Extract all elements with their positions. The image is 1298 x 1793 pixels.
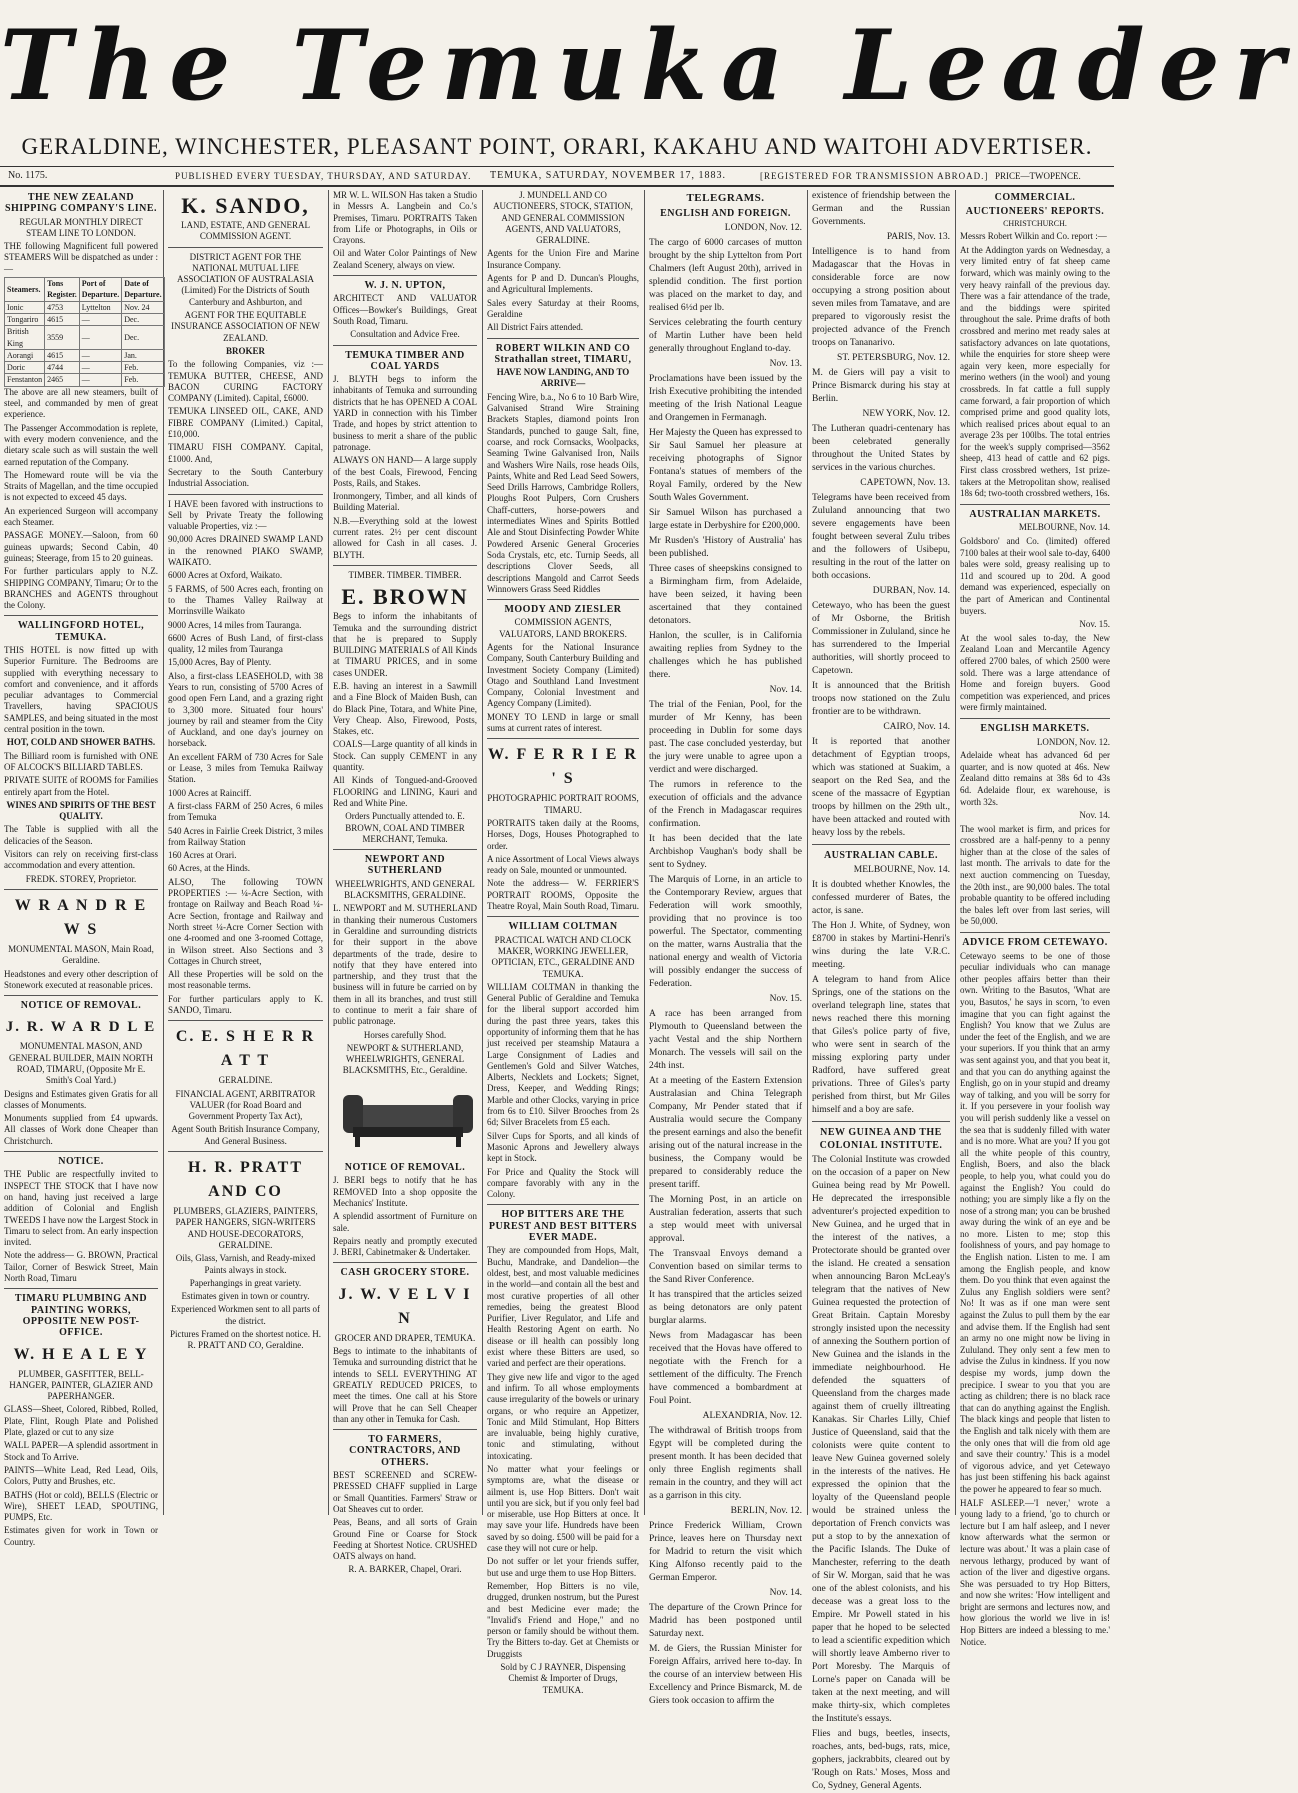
ad-text: Fencing Wire, b.a., No 6 to 10 Barb Wire, Galvanised Strand Wire Straining Brackets Staples, diamond points Iron Standards, punched to gauge Salt, fine, coarse, and rock Cornsacks, Woolpacks, Seaming Twine Galvanised Iron, Nails and Washers Wire Nails, rose heads Oils, Paints, White and Red Lead Seed Sowers, Seed Drills Harrows, Cambridge Rollers, Ploughs Root Pulpers, Corn Crushers Chaff-cutters, horse-powers and intermediates Wines and Spirits Bottled Ale and Stout Disinfecting Powder White Powdered Arsenic General Groceries Soda Crystals, etc, etc. Turnip Seeds, all descriptions Clover Seeds, all descriptions Mangold and Carrot Seeds Winnowers Grass Seed Riddles: [487, 391, 639, 594]
article-paragraph: Services celebrating the fourth century of Martin Luther have been held generally throughout England to-day.: [649, 318, 802, 354]
australian-cable-heading: AUSTRALIAN CABLE.: [823, 850, 939, 861]
article-paragraph: It is doubted whether Knowles, the confessed murderer of Bates, the actor, is sane.: [812, 880, 950, 916]
ad-text: An experienced Surgeon will accompany each Steamer.: [4, 505, 158, 528]
cetewayo-heading: ADVICE FROM CETEWAYO.: [962, 937, 1108, 949]
ad-text: The Homeward route will be via the Straits of Magellan, and the time occupied is not expected to exceed 45 days.: [4, 469, 158, 503]
article-paragraph: Telegrams have been received from Zululand announcing that two severe engagements have been fought between several Zulu tribes and the followers of Usibepu, resulting in the rout of the latter on both occasions.: [812, 493, 950, 581]
ad-text: The above are all new steamers, built of steel, and commanded by men of great experience.: [4, 386, 158, 420]
hotel-heading: WALLINGFORD HOTEL, TEMUKA.: [17, 620, 145, 643]
dateline-entry: NEW YORK, Nov. 12.: [862, 409, 950, 419]
table-cell: Tongariro: [5, 313, 45, 325]
ad-text: WILLIAM COLTMAN in thanking the General Public of Geraldine and Temuka for the liberal support accorded him during the past three years, takes this opportunity of informing them that he has just received per steamship Mataura a Large Consignment of Ladies and Gentlemen's Gold and Silver Watches, Alberts, Necklets and Lockets; Signet, Dress, Keeper, and Wedding Rings; Marble and other Clocks, varying in price from 6s to £10. Silver Brooches from 2s 6d; Silver Bracelets from £5 each.: [487, 981, 639, 1128]
dateline: [0, 166, 1114, 187]
ad-text: 160 Acres at Orari.: [168, 850, 237, 861]
ad-text: I HAVE been favored with instructions to Sell by Private Treaty the following valuable Properties, viz :—: [168, 498, 323, 532]
ad-text: GROCER AND DRAPER, TEMUKA.: [334, 1332, 476, 1343]
ad-text: GLASS—Sheet, Colored, Ribbed, Rolled, Plate, Flint, Rough Plate and Polished Plate, glazed or cut to any size: [4, 1404, 158, 1438]
ferrier-heading: W. F E R R I E R ' S: [488, 746, 638, 788]
ad-text: ARCHITECT AND VALUATOR Offices—Bowker's Buildings, Great South Road, Timaru.: [333, 293, 477, 326]
table-header: Tons Register.: [45, 278, 80, 302]
dateline-entry: Nov. 14.: [1079, 810, 1110, 821]
article-paragraph: M. de Giers will pay a visit to Prince Bismarck during his stay at Berlin.: [812, 368, 950, 404]
ad-signature: FREDK. STOREY, Proprietor.: [25, 873, 137, 884]
article-paragraph: Mr Rusden's 'History of Australia' has been published.: [649, 536, 802, 559]
table-cell: —: [79, 362, 121, 374]
ad-text: MR W. L. WILSON Has taken a Studio in Messrs A. Langbein and Co.'s Premises, Timaru. PORTRAITS Taken from Life or Photographs, in Oils or Crayons.: [333, 190, 477, 246]
article-paragraph: The wool market is firm, and prices for crossbred are a half-penny to a penny higher than at the close of the sales of last month. The arrivals to date for the next auction commencing on Tuesday, the 20th inst., are 90,000 bales. The total probable quantity to be offered including the bales left over from last series, will be 50,000.: [960, 823, 1110, 927]
notice-heading: NOTICE.: [58, 1156, 104, 1168]
ad-text: Remember, Hop Bitters is no vile, drugged, drunken nostrum, but the Purest and best Medicine ever made; the "Invalid's Friend and Hope," and no person or family should be without them. Try the Bitters to-day. Get at Chemists or Druggists: [487, 1580, 639, 1659]
column-rule: [955, 190, 956, 1515]
column-2: [168, 190, 323, 1515]
dateline-entry: MELBOURNE, Nov. 14.: [853, 865, 950, 875]
article-paragraph: The Marquis of Lorne, in an article to the Contemporary Review, argues that Federation will work smoothly, providing that no province is too powerful. The Spectator, commenting on the matter, warns Australia that the national energy and wealth of Victoria will possibly endanger the success of Federation.: [649, 875, 802, 989]
dateline-entry: LONDON, Nov. 12.: [1036, 736, 1110, 747]
table-header: Port of Departure.: [79, 278, 121, 302]
blyth-heading: TEMUKA TIMBER AND COAL YARDS: [345, 349, 465, 372]
ad-text: J. MUNDELL AND CO AUCTIONEERS, STOCK, STATION, AND GENERAL COMMISSION AGENTS, AND VALUATORS, GERALDINE.: [493, 190, 633, 246]
ad-text: THIS HOTEL is now fitted up with Superior Furniture. The Bedrooms are supplied with everything necessary to comfort and convenience, and it affords peculiar advantages to Commercial Travellers, having SPACIOUS SAMPLES, and being situated in the most central position in the town.: [4, 644, 158, 735]
table-row: [5, 362, 165, 374]
table-row: [5, 313, 165, 325]
ad-text: COMMISSION AGENTS, VALUATORS, LAND BROKERS.: [499, 617, 627, 639]
ad-text: NEWPORT & SUTHERLAND, WHEELWRIGHTS, GENERAL BLACKSMITHS, Etc., Geraldine.: [342, 1042, 468, 1076]
ad-text: MONUMENTAL MASON, AND GENERAL BUILDER, MAIN NORTH ROAD, TIMARU, (Opposite Mr E. Smith's Coal Yard.): [8, 1041, 154, 1086]
article-paragraph: Three cases of sheepskins consigned to a Birmingham firm, from Adelaide, have been seized, it having been ascertained that they contained detonators.: [649, 564, 802, 626]
table-cell: —: [79, 374, 121, 386]
dateline-entry: LONDON, Nov. 12.: [724, 223, 802, 233]
shipping-subheading: REGULAR MONTHLY DIRECT STEAM LINE TO LONDON.: [19, 216, 143, 238]
moody-heading: MOODY AND ZIESLER: [504, 604, 622, 616]
column-rule: [163, 190, 164, 1515]
beri-removal-heading: NOTICE OF REMOVAL.: [344, 1162, 466, 1174]
ad-text: ALSO, The following TOWN PROPERTIES :— ¼-Acre Section, with frontage on Railway and Beach Road ¼-Acre Section, frontage and Railway and North street ¼-Acre Corner Section with one 4-roomed and one 3-roomed Cottage, in Wilson street. Also Sections and 3 Cottages in Church street,: [168, 876, 323, 966]
mason-heading: W R A N D R E W S: [14, 896, 148, 938]
ad-text: A nice Assortment of Local Views always ready on Sale, mounted or unmounted.: [487, 853, 639, 876]
ad-text: Peas, Beans, and all sorts of Grain Ground Fine or Coarse for Stock Feeding at Shortest Notice. CRUSHED OATS always on hand.: [333, 1517, 477, 1562]
australian-markets-heading: AUSTRALIAN MARKETS.: [969, 508, 1101, 520]
ad-text: Note the address— W. FERRIER'S PORTRAIT ROOMS, Opposite the Theatre Royal, Main South Road, Timaru.: [487, 878, 639, 912]
grocery-heading: CASH GROCERY STORE.: [340, 1267, 470, 1279]
ad-text: J. BLYTH begs to inform the inhabitants of Temuka and surrounding districts that he has OPENED A COAL YARD in connection with his Timber Trade, and hopes by strict attention to business to merit a share of the public patronage.: [333, 374, 477, 452]
article-paragraph: Intelligence is to hand from Madagascar that the Hovas in considerable force are now occupying a strong position about seven miles from Tamatave, and are prepared to vigorously resist the projected advance of the French troops on Tananarivo.: [812, 247, 950, 348]
ad-text: WHEELWRIGHTS, AND GENERAL BLACKSMITHS, GERALDINE.: [335, 878, 475, 901]
dateline-entry: DURBAN, Nov. 14.: [872, 586, 950, 596]
ad-text: ALWAYS ON HAND— A large supply of the best Coals, Firewood, Fencing Posts, Rails, and Stakes.: [333, 455, 477, 488]
article-paragraph: The Lutheran quadri-centenary has been celebrated generally throughout the United States by services in the various churches.: [812, 424, 950, 473]
ad-text: Agent South British Insurance Company, And General Business.: [171, 1124, 320, 1146]
ad-text: All these Properties will be sold on the most reasonable terms.: [168, 969, 323, 991]
brown-heading: E. BROWN: [341, 584, 469, 610]
article-paragraph: Adelaide wheat has advanced 6d per quarter, and is now quoted at 46s. New Zealand ditto remains at 38s 6d to 43s 6d. Adelaide flour, ex warehouse, is worth 32s.: [960, 750, 1110, 807]
ad-text: 90,000 Acres DRAINED SWAMP LAND in the renowned PIAKO SWAMP, WAIKATO.: [168, 534, 323, 568]
divider: [333, 1429, 477, 1430]
divider: [4, 889, 158, 890]
ad-text: Estimates given in town or country.: [181, 1291, 310, 1302]
table-cell: 4744: [45, 362, 80, 374]
divider: [487, 738, 639, 739]
ad-text: MONEY TO LEND in large or small sums at current rates of interest.: [487, 711, 639, 734]
ad-text: No matter what your feelings or symptoms are, what the disease or ailment is, use Hop Bitters. Don't wait until you are sick, but if you only feel bad or miserable, use Hop Bitters at once. It may save your life. Hundreds have been saved by so doing. £500 will be paid for a case they will not cure or help.: [487, 1463, 639, 1554]
dateline-entry: Nov. 15.: [769, 994, 802, 1004]
ad-text: HOT, COLD AND SHOWER BATHS.: [6, 737, 156, 748]
table-cell: Dec.: [122, 313, 164, 325]
table-cell: Nov. 24: [122, 301, 164, 313]
table-cell: Dec.: [122, 326, 164, 350]
dateline-entry: Nov. 15.: [1079, 619, 1110, 630]
ad-text: Begs to intimate to the inhabitants of Temuka and surrounding district that he intends to SELL EVERYTHING AT GREATLY REDUCED PRICES, to meet the times. One call at his Store will Prove that he can Sell Cheaper than any other in Temuka for Cash.: [333, 1346, 477, 1424]
issue-number: No. 1175.: [8, 170, 48, 181]
article-paragraph: Goldsboro' and Co. (limited) offered 7100 bales at their wool sale to-day, 6400 bales were sold, greasy realising up to 11d and scoured up to 20d. A good demand was experienced, especially on the part of American and Continental buyers.: [960, 536, 1110, 616]
article-paragraph: It has transpired that the articles seized as being detonators are only patent burglar alarms.: [649, 1290, 802, 1326]
divider: [333, 849, 477, 850]
table-cell: Ionic: [5, 301, 45, 313]
column-rule: [328, 190, 329, 1515]
table-cell: 4615: [45, 349, 80, 361]
divider: [4, 615, 158, 616]
ad-text: WALL PAPER—A splendid assortment in Stock and To Arrive.: [4, 1440, 158, 1462]
ad-text: GERALDINE.: [218, 1075, 273, 1086]
article-paragraph: M. de Giers, the Russian Minister for Foreign Affairs, arrived here to-day. In the course of an interview between His Excellency and Prince Bismarck, M. de Giers took occasion to affirm the: [649, 1644, 802, 1706]
ad-text: An excellent FARM of 730 Acres for Sale or Lease, 3 miles from Temuka Railway Station.: [168, 751, 323, 785]
dateline-entry: MELBOURNE, Nov. 14.: [1018, 522, 1110, 533]
telegrams-subheading: ENGLISH AND FOREIGN.: [660, 208, 791, 219]
shipping-intro: THE following Magnificent full powered STEAMERS Will be dispatched as under :—: [4, 241, 158, 274]
divider: [333, 275, 477, 276]
ad-text: TEMUKA LINSEED OIL, CAKE, AND FIBRE COMPANY (Limited.) Capital, £10,000.: [168, 406, 323, 440]
divider: [168, 1151, 323, 1152]
publication-days: PUBLISHED EVERY TUESDAY, THURSDAY, AND SATURDAY.: [175, 171, 472, 181]
ad-text: Note the address— G. BROWN, Practical Tailor, Corner of Beswick Street, Main North Road, Timaru: [4, 1250, 158, 1284]
ad-text: Do not suffer or let your friends suffer, but use and urge them to use Hop Bitters.: [487, 1556, 639, 1578]
column-3: [333, 190, 477, 1575]
column-1: [4, 190, 162, 1547]
ad-text: Also, a first-class LEASEHOLD, with 38 Years to run, consisting of 5700 Acres of good open Fern Land, and a grazing right to 3,300 more. Situated four hours' journey by rail and steamer from the City of Auckland, and one day's journey on horseback.: [168, 670, 323, 749]
upton-heading: W. J. N. UPTON,: [364, 280, 446, 292]
ad-text: A splendid assortment of Furniture on sale.: [333, 1211, 477, 1233]
ad-text: A first-class FARM of 250 Acres, 6 miles from Temuka: [168, 800, 323, 823]
article-paragraph: The withdrawal of British troops from Egypt will be completed during the present month. It has been decided that only three English regiments shall remain in the country, and they will act as a garrison in this city.: [649, 1426, 802, 1501]
table-cell: Jan.: [122, 349, 164, 361]
sando-heading: K. SANDO,: [181, 193, 310, 218]
divider: [960, 718, 1110, 719]
ad-text: PRACTICAL WATCH AND CLOCK MAKER, WORKING JEWELLER, OPTICIAN, ETC., GERALDINE AND TEMUKA.: [491, 934, 635, 979]
wilkin-heading: ROBERT WILKIN AND CO Strathallan street, TIMARU,: [494, 342, 632, 365]
divider: [4, 995, 158, 996]
velvin-heading: J. W. V E L V I N: [338, 1285, 472, 1327]
ad-text: Silver Cups for Sports, and all kinds of Masonic Aprons and Jewellery always kept in Stock.: [487, 1130, 639, 1164]
dateline-entry: ST. PETERSBURG, Nov. 12.: [837, 353, 950, 363]
column-7: [960, 190, 1110, 1647]
ad-text: The Billiard room is furnished with ONE OF ALCOCK'S BILLIARD TABLES.: [4, 750, 158, 772]
article-paragraph: Flies and bugs, beetles, insects, roaches, ants, bed-bugs, rats, mice, gophers, jackrabbits, cleared out by 'Rough on Rats.' Moses, Moss and Co, Sydney, General Agents.: [812, 1729, 950, 1791]
ad-text: 60 Acres, at the Hinds.: [168, 863, 250, 874]
article-paragraph: The trial of the Fenian, Pool, for the murder of Mr Kenny, has been proceeding in Dublin for some days past. The case concluded yesterday, but the jury were unable to agree upon a verdict and were discharged.: [649, 700, 802, 775]
ad-text: BEST SCREENED and SCREW-PRESSED CHAFF supplied in Large or Small Quantities. Farmers' Straw or Oat Sheaves cut to order.: [333, 1470, 477, 1514]
ad-text: Experienced Workmen sent to all parts of the district.: [170, 1304, 321, 1326]
ad-text: Paperhangings in great variety.: [189, 1277, 302, 1288]
column-rule: [644, 190, 645, 1515]
ad-text: PHOTOGRAPHIC PORTRAIT ROOMS, TIMARU.: [487, 793, 639, 815]
article-paragraph: Hanlon, the sculler, is in California awaiting replies from Sydney to the challenges which he has published there.: [649, 631, 802, 680]
column-rule: [807, 190, 808, 1515]
table-header-row: [5, 278, 165, 302]
article-paragraph: Proclamations have been issued by the Irish Executive prohibiting the intended meeting of the Irish National League and Orangemen in Fermanagh.: [649, 374, 802, 423]
ad-text: All District Fairs attended.: [487, 322, 583, 333]
divider: [960, 932, 1110, 933]
article-paragraph: Sir Samuel Wilson has purchased a large estate in Derbyshire for £200,000.: [649, 508, 802, 531]
divider: [168, 494, 323, 495]
ad-text: For further particulars apply to N.Z. SHIPPING COMPANY, Timaru; Or to the BRANCHES and AGENTS throughout the Colony.: [4, 566, 158, 611]
column-rule: [482, 190, 483, 1515]
article-paragraph: The Colonial Institute was crowded on the occasion of a paper on New Guinea being read by Mr Powell. He deprecated the irresponsible adventurer's projected expedition to New Guinea, and he urged that in the interest of the natives, a Protectorate should be granted over the island. He created a sensation when announcing Baron McLeay's telegram that the natives of New Guinea requested the protection of Great Britain. Captain Moresby strongly insisted upon the necessity of annexing the Southern portion of New Guinea and the islands in the immediate neighbourhood. He defended the squatters of Queensland from the charges made against them of cruelly illtreating Kanakas. Sir Charles Lilly, Chief Justice of Queensland, said that the colonists were quite content to leave New Guinea governed solely in the interests of the natives. He expressed the opinion that the loyalty of the Queensland people would be strained unless the deportation of French convicts was put a stop to by the annexation of the Pacific Islands. The Duke of Manchester, referring to the death of Sir W. Morgan, said that he was one of the ablest colonists, and his decease was a great loss to the Empire. Mr Powell stated in his paper that he hoped to be selected to lead a scientific expedition which will shortly leave Amberno river to Port Moresby. The Marquis of Lorne's paper on Canada will be taken at the next meeting, and will make thirty-six, which completes the Institute's essays.: [812, 1155, 950, 1724]
telegrams-heading: TELEGRAMS.: [686, 192, 765, 204]
table-cell: Doric: [5, 362, 45, 374]
divider: [333, 345, 477, 346]
ad-text: LAND, ESTATE, AND GENERAL COMMISSION AGENT.: [180, 220, 311, 242]
dateline-entry: Nov. 13.: [769, 359, 802, 369]
article-paragraph: News from Madagascar has been received that the Hovas have offered to negotiate with the French for a settlement of the difficulty. The French have commenced a bombardment at Foul Point.: [649, 1331, 802, 1406]
shipping-heading: THE NEW ZEALAND SHIPPING COMPANY'S LINE.: [4, 192, 158, 215]
ad-text: TIMBER. TIMBER. TIMBER.: [348, 569, 462, 580]
dateline-entry: CAPETOWN, Nov. 13.: [860, 478, 950, 488]
farmers-heading: TO FARMERS, CONTRACTORS, AND OTHERS.: [349, 1434, 461, 1468]
ad-text: Consultation and Advice Free.: [350, 329, 460, 340]
divider: [168, 1020, 323, 1021]
table-cell: 4753: [45, 301, 80, 313]
dateline-entry: BERLIN, Nov. 12.: [730, 1506, 802, 1516]
ad-text: Horses carefully Shod.: [363, 1029, 447, 1040]
ad-text: Secretary to the South Canterbury Industrial Association.: [168, 466, 323, 489]
ad-text: TIMARU FISH COMPANY. Capital, £1000. And,: [168, 442, 323, 464]
article-paragraph: A race has been arranged from Plymouth to Queensland between the yacht Vestal and the ship Northern Monarch. The vessels will sail on the 24th inst.: [649, 1009, 802, 1071]
issue-date: TEMUKA, SATURDAY, NOVEMBER 17, 1883.: [490, 170, 727, 181]
masthead: [0, 6, 1298, 131]
table-cell: Aorangi: [5, 349, 45, 361]
table-cell: Feb.: [122, 362, 164, 374]
table-cell: 3559: [45, 326, 80, 350]
ad-text: PORTRAITS taken daily at the Rooms, Horses, Dogs, Houses Photographed to order.: [487, 817, 639, 851]
article-paragraph: At the wool sales to-day, the New Zealand Loan and Mercantile Agency offered 2700 bales, of which 2500 were sold. There was a large attendance of Home and foreign buyers. Good competition was experienced, and prices were firmly maintained.: [960, 632, 1110, 713]
plumbing-heading: TIMARU PLUMBING AND PAINTING WORKS, OPPOSITE NEW POST-OFFICE.: [14, 1293, 148, 1339]
article-paragraph: Her Majesty the Queen has expressed to Sir Saul Samuel her pleasure at receiving photographs of Signor Fontana's statues of members of the Royal Family, ordered by the New South Wales Government.: [649, 428, 803, 503]
ad-text: Begs to inform the inhabitants of Temuka and the surrounding district that he is prepared to Supply BUILDING MATERIALS of All Kinds at TIMARU PRICES, and in some cases UNDER.: [333, 611, 477, 678]
ad-text: L. NEWPORT and M. SUTHERLAND in thanking their numerous Customers in Geraldine and surrounding districts for their support in the above departments of the trade, desire to notify that they have entered into partnership, and they trust that the business will in future be carried on by them in all its branches, and trust still to continue to merit a fair share of public patronage.: [333, 903, 477, 1027]
ad-text: Visitors can rely on receiving first-class accommodation and every attention.: [4, 849, 158, 871]
article-paragraph: existence of friendship between the German and the Russian Governments.: [812, 191, 950, 227]
article-paragraph: Prince Frederick William, Crown Prince, leaves here on Thursday next for Madrid to return the visit which King Alfonso recently paid to the German Emperor.: [649, 1521, 802, 1583]
article-paragraph: The departure of the Crown Prince for Madrid has been postponed until Saturday next.: [649, 1603, 802, 1639]
ad-text: DISTRICT AGENT FOR THE NATIONAL MUTUAL LIFE ASSOCIATION OF AUSTRALASIA (Limited) For the Districts of South Canterbury and Ashburton, and: [176, 251, 315, 307]
divider: [168, 247, 323, 248]
divider: [333, 565, 477, 566]
ad-text: PASSAGE MONEY.—Saloon, from 60 guineas upwards; Second Cabin, 40 guineas; Steerage, from 15 to 20 guineas.: [4, 530, 158, 563]
divider: [487, 338, 639, 339]
ad-text: BROKER: [225, 345, 265, 356]
auctioneers-heading: AUCTIONEERS' REPORTS.: [965, 205, 1105, 217]
ad-text: Agents for the National Insurance Company, South Canterbury Building and Investment Society Company (Limited) Otago and Southland Land Investment Company, Colonial Investment and Agency Company (Limited).: [487, 641, 639, 709]
article-paragraph: Cetewayo seems to be one of those peculiar individuals who can manage other peoples affairs better than their own. Writing to the Basutos, 'What are you, Basutos,' he says in scorn, 'to even imagine that you can fight against the English? You know that we Zulus are under the feet of the English, and we are your superiors. If you think that an army was sent against you, and that you beat it, and that you can do anything against the English, go on in your stupid and dreamy way of talking, and you will be sorry for it. If you persevere in your foolish way you will perish suddenly like a vessel on the sea that is suddenly filled with water and is no more. What are you? If you got all the white people of this country, English, Boers, and also the black people, to help you, what could you do against the English? You could do nothing; you are simply like a fly on the nose of a strong man; you can be brushed away during the wink of an eye and be no more. Listen to me; stop this foolishness of yours, and pay homage to the English nation. Listen to me. I am among the English people, and know them. Do you think that even against the Zulus any English soldiers were sent? No! It was as if one man were sent against the Zulus to pull them by the ear and advise them. If the English had sent an army no one might now be living in Zululand. They only sent a few men to advise the Zulus in kindness. If you now despise my words, jump down the precipice. I swear to you that you are acting as children; there is no black race that can do anything against the English. The black kings and people that listen to the English and talk nicely with them are the only ones that will die from old age and save their country.' This is a model of vigorous advice, and yet Cetewayo has just been stiffening his back against the power he appeared to fear so much.: [960, 950, 1110, 1494]
article-paragraph: The Morning Post, in an article on Australian federation, asserts that such a step would meet with universal approval.: [649, 1195, 802, 1244]
divider: [960, 504, 1110, 505]
table-cell: —: [79, 313, 121, 325]
sofa-illustration: [333, 1083, 483, 1153]
column-4: [487, 190, 639, 1695]
dateline-entry: Nov. 14.: [769, 685, 802, 695]
ad-text: They are compounded from Hops, Malt, Buchu, Mandrake, and Dandelion—the oldest, best, and most valuable medicines in the world—and contain all the best and most curative properties of all other remedies, being the greatest Blood Purifier, Liver Regulator, and Life and Health Restoring Agent on earth. No disease or ill health can possibly long exist where these Bitters are used, so varied and perfect are their operations.: [487, 1245, 639, 1369]
healey-heading: W. H E A L E Y: [13, 1345, 149, 1363]
ad-text: 9000 Acres, 14 miles from Tauranga.: [168, 619, 302, 630]
table-cell: Feb.: [122, 374, 164, 386]
column-5: [649, 190, 803, 1706]
ad-text: WINES AND SPIRITS OF THE BEST QUALITY.: [6, 799, 156, 822]
masthead-title: The Temuka Leader: [0, 9, 1298, 122]
table-header: Date of Departure.: [122, 278, 164, 302]
steamer-table: [4, 277, 165, 387]
ad-text: PAINTS—White Lead, Red Lead, Oils, Colors, Putty and Brushes, etc.: [4, 1464, 158, 1487]
ad-text: AGENT FOR THE EQUITABLE INSURANCE ASSOCIATION OF NEW ZEALAND.: [171, 310, 320, 343]
table-cell: Fenstanton: [5, 374, 45, 386]
ad-text: For Price and Quality the Stock will compare favorably with any in the Colony.: [487, 1166, 639, 1200]
ad-text: PLUMBER, GASFITTER, BELL-HANGER, PAINTER, GLAZIER AND PAPERHANGER.: [9, 1368, 153, 1402]
ad-text: 1000 Acres at Rainciff.: [168, 787, 252, 798]
divider: [4, 1288, 158, 1289]
ad-text: Oil and Water Color Paintings of New Zealand Scenery, always on view.: [333, 248, 477, 270]
divider: [487, 916, 639, 917]
ad-text: Pictures Framed on the shortest notice. H. R. PRATT AND CO, Geraldine.: [170, 1329, 321, 1351]
article-paragraph: It is announced that the British troops now stationed on the Zulu frontier are to be withdrawn.: [812, 681, 950, 717]
ad-text: Orders Punctually attended to. E. BROWN, COAL AND TIMBER MERCHANT, Temuka.: [345, 811, 465, 844]
ad-text: 5 FARMS, of 500 Acres each, fronting on to the Thames Valley Railway at Morrinsville Waikato: [168, 583, 323, 617]
ad-text: 6600 Acres of Bush Land, of first-class quality, 12 miles from Tauranga: [168, 632, 323, 655]
article-paragraph: At the Addington yards on Wednesday, a very limited entry of fat sheep came forward, which was mainly owing to the very heavy rainfall of the previous day. There was a fair attendance of the trade, and the biddings were spirited throughout the sale. Prime drafts of both crossbred and merino met ready sales at satisfactory advances on late quotations, while the enquiries for store sheep were again very keen, more especially for merino wethers (in the wool) and young crossbreds. In fat cattle a full supply came forward, a fair proportion of which comprised prime and good quality lots, which realised prices about equal to an average 23s per 100lbs. The total entries for the week's supply comprised—3562 sheep, 413 head of cattle and 62 pigs. First class crossbred wethers, 1st prize-takers at the Metropolitan show, realised 18s 6d; two-tooth crossbred wethers, 16s.: [960, 244, 1110, 499]
ad-text: For further particulars apply to K. SANDO, Timaru.: [168, 993, 323, 1015]
divider: [812, 1121, 950, 1122]
ad-text: Headstones and every other description of Stonework executed at reasonable prices.: [4, 968, 158, 990]
ad-text: 6000 Acres at Oxford, Waikato.: [168, 570, 283, 581]
ad-text: All Kinds of Tongued-and-Grooved FLOORING and LINING, Kauri and Red and White Pine.: [333, 775, 477, 808]
dateline-entry: Nov. 14.: [769, 1588, 802, 1598]
table-cell: 4615: [45, 313, 80, 325]
divider: [487, 1204, 639, 1205]
divider: [487, 599, 639, 600]
ad-text: Repairs neatly and promptly executed J. BERI, Cabinetmaker & Undertaker.: [333, 1235, 477, 1258]
table-cell: Lyttelton: [79, 301, 121, 313]
removal-heading: NOTICE OF REMOVAL.: [20, 1000, 142, 1012]
ad-text: PLUMBERS, GLAZIERS, PAINTERS, PAPER HANGERS, SIGN-WRITERS AND HOUSE-DECORATORS, GERALDINE.: [173, 1206, 318, 1250]
ad-text: Agents for the Union Fire and Marine Insurance Company.: [487, 248, 639, 270]
table-row: [5, 326, 165, 350]
dateline-entry: CAIRO, Nov. 14.: [883, 722, 950, 732]
dateline-entry: ALEXANDRIA, Nov. 12.: [702, 1411, 802, 1421]
table-cell: 2465: [45, 374, 80, 386]
subhead: GERALDINE, WINCHESTER, PLEASANT POINT, ORARI, KAKAHU AND WAITOHI ADVERTISER.: [21, 134, 1093, 159]
table-header: Steamers.: [5, 278, 45, 302]
ad-text: Oils, Glass, Varnish, and Ready-mixed Paints always in stock.: [175, 1253, 316, 1275]
ad-text: MONUMENTAL MASON, Main Road, Geraldine.: [8, 943, 154, 966]
ad-text: The Table is supplied with all the delicacies of the Season.: [4, 824, 158, 846]
ad-text: Sales every Saturday at their Rooms, Geraldine: [487, 297, 639, 319]
article-paragraph: The rumors in reference to the execution of officials and the advance of the French in Madagascar requires confirmation.: [649, 780, 802, 829]
ad-text: The Passenger Accommodation is replete, with every modern convenience, and the dietary scale such as will sustain the well earned reputation of the Company.: [4, 422, 158, 467]
column-6: [812, 190, 950, 1791]
table-row: [5, 349, 165, 361]
ad-text: Ironmongery, Timber, and all kinds of Building Material.: [333, 491, 477, 513]
ad-text: COALS—Large quantity of all kinds in Stock. Can supply CEMENT in any quantity.: [333, 739, 477, 773]
ad-text: 540 Acres in Fairlie Creek District, 3 miles from Railway Station: [168, 825, 323, 847]
article-paragraph: It is reported that another detachment of Egyptian troops, which was stationed at Suakim, a seaport on the Red Sea, and the scene of the massacre of Egyptian troops by hillmen on the 29th ult., have been attacked and routed with heavy loss by the rebels.: [812, 737, 950, 838]
divider: [333, 1262, 477, 1263]
ad-text: To the following Companies, viz :— TEMUKA BUTTER, CHEESE, AND BACON CURING FACTORY COMPANY (Limited). Capital, £6000.: [168, 359, 323, 404]
divider: [812, 844, 950, 845]
ad-text: Sold by C J RAYNER, Dispensing Chemist & Importer of Drugs, TEMUKA.: [500, 1662, 626, 1695]
table-cell: —: [79, 349, 121, 361]
ad-text: Designs and Estimates given Gratis for all classes of Monuments.: [4, 1088, 158, 1110]
table-cell: —: [79, 326, 121, 350]
ad-text: J. BERI begs to notify that he has REMOVED Into a shop opposite the Mechanics' Institute.: [333, 1175, 477, 1208]
wardle-heading: J. R. W A R D L E: [5, 1019, 157, 1036]
ad-text: HAVE NOW LANDING, AND TO ARRIVE—: [496, 367, 630, 389]
dateline-entry: PARIS, Nov. 13.: [886, 232, 950, 242]
ad-text: N.B.—Everything sold at the lowest current rates. 2½ per cent discount allowed for Cash in all cases. J. BLYTH.: [333, 515, 477, 560]
ad-text: BATHS (Hot or cold), BELLS (Electric or Wire), SHEET LEAD, SPOUTING, PUMPS, Etc.: [4, 1489, 158, 1523]
pratt-heading: H. R. PRATT AND CO: [187, 1159, 304, 1201]
article-paragraph: Cetewayo, who has been the guest of Mr Osborne, the British Commissioner in Zululand, since he has surrendered to the Imperial authorities, will shortly proceed to Capetown.: [812, 601, 950, 676]
table-row: [5, 301, 165, 313]
ad-text: FINANCIAL AGENT, ARBITRATOR VALUER (for Road Board and Government Property Tax Act),: [175, 1088, 316, 1122]
ad-text: R. A. BARKER, Chapel, Orari.: [348, 1564, 462, 1575]
article-paragraph: A telegram to hand from Alice Springs, one of the stations on the overland telegraph line, states that news reached there this morning that Giles's police party of five, who were sent in search of the missing exploring party under Radford, have suffered great privations. Three of Giles's party perished from thirst, but Mr Giles himself and a boy are safe.: [812, 975, 950, 1115]
new-guinea-heading: NEW GUINEA AND THE COLONIAL INSTITUTE.: [819, 1127, 943, 1151]
ad-text: THE Public are respectfully invited to INSPECT THE STOCK that I have now on hand, having just received a large addition of Colonial and English TWEEDS I have now the Largest Stock in Timaru to select from. An early inspection invited.: [4, 1169, 158, 1248]
article-paragraph: It has been decided that the late Archbishop Vaughan's body shall be sent to Sydney.: [649, 834, 802, 870]
dateline-entry: CHRISTCHURCH.: [1003, 219, 1067, 229]
price: PRICE—TWOPENCE.: [995, 171, 1081, 181]
hop-bitters-heading: HOP BITTERS ARE THE PUREST AND BEST BITTERS EVER MADE.: [488, 1209, 638, 1244]
article-paragraph: HALF ASLEEP.—'I never,' wrote a young lady to a friend, 'go to church or lecture but I am half asleep, and I never know afterwards what the sermon or lecture was about.' It was a plain case of nervous lethargy, produced by want of action of the liver and digestive organs. She was persuaded to try Hop Bitters, and now she writes: 'How intelligent and bright are sermons and lectures now, and how glorious the world we live in is! Hop Bitters are indeed a blessing to me.' Notice.: [960, 1497, 1110, 1647]
coltman-heading: WILLIAM COLTMAN: [508, 921, 618, 933]
article-paragraph: At a meeting of the Eastern Extension Australasian and China Telegraph Company, Mr Pender stated that if Australia would secure the Company the present earnings and also the benefit arising out of the natural increase in the business, the Company would be prepared to considerably reduce the present tariff.: [649, 1076, 802, 1190]
ad-text: They give new life and vigor to the aged and infirm. To all whose employments cause irregularity of the bowels or urinary organs, or who require an Appetizer, Tonic and Mild Stimulant, Hop Bitters are invaluable, being highly curative, tonic and stimulating, without intoxicating.: [487, 1371, 639, 1461]
article-paragraph: The Hon J. White, of Sydney, won £8700 in stakes by Martini-Henri's wins during the late V.R.C. meeting.: [812, 921, 950, 970]
ad-text: Estimates given for work in Town or Country.: [4, 1525, 158, 1547]
english-markets-heading: ENGLISH MARKETS.: [980, 722, 1090, 734]
registration-note: [REGISTERED FOR TRANSMISSION ABROAD.]: [760, 171, 989, 181]
divider: [4, 1151, 158, 1152]
article-paragraph: Messrs Robert Wilkin and Co. report :—: [960, 231, 1107, 242]
ad-text: Monuments supplied from £4 upwards. All classes of Work done Cheaper than Christchurch.: [4, 1113, 158, 1146]
ad-text: Agents for P and D. Duncan's Ploughs, and Agricultural Implements.: [487, 273, 639, 295]
ad-text: E.B. having an interest in a Sawmill and a Fine Block of Maiden Bush, can do Black Pine, Totara, and White Pine, Very Cheap. Also, Firewood, Posts, Stakes, etc.: [333, 680, 477, 737]
ad-text: 15,000 Acres, Bay of Plenty.: [168, 657, 272, 668]
article-paragraph: The Transvaal Envoys demand a Convention based on similar terms to the Sand River Conference.: [649, 1249, 802, 1285]
newport-heading: NEWPORT AND SUTHERLAND: [364, 854, 446, 877]
table-row: [5, 374, 165, 386]
ad-text: PRIVATE SUITE of ROOMS for Families entirely apart from the Hotel.: [4, 775, 158, 797]
sherratt-heading: C. E. S H E R R A T T: [175, 1028, 316, 1070]
table-cell: British King: [5, 326, 45, 350]
article-paragraph: The cargo of 6000 carcases of mutton brought by the ship Lyttelton from Port Chalmers (left August 20th), arrived in splendid condition. The first portion was placed on the market to day, and realised 6½d per lb.: [649, 238, 802, 313]
commercial-heading: COMMERCIAL.: [994, 192, 1076, 203]
